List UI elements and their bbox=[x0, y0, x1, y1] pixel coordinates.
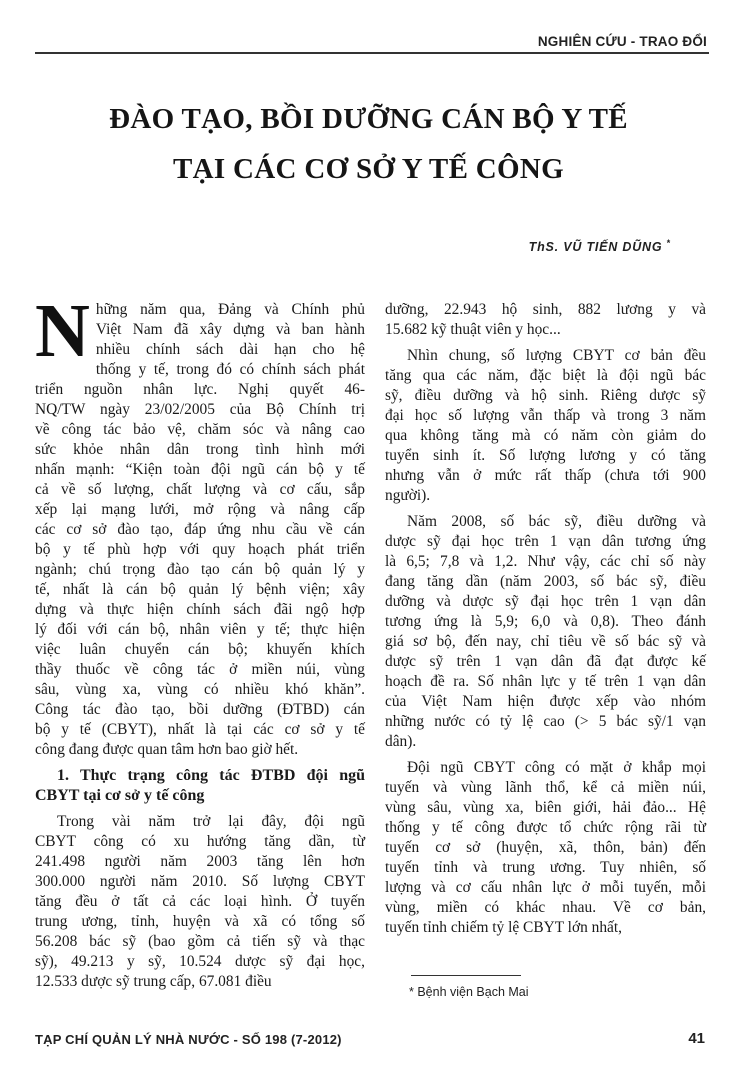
footnote-rule bbox=[411, 975, 521, 976]
text-line: Năm 2008, số bác sỹ, điều dưỡng và bbox=[407, 513, 706, 530]
text-line: 241.498 người năm 2003 tăng lên hơn bbox=[35, 853, 365, 870]
text-line: tăng đều ở tất cả các loại hình. Ở tuyến bbox=[35, 893, 365, 910]
paragraph bbox=[385, 512, 706, 752]
author-footnote-mark: * bbox=[666, 238, 671, 248]
text-line: vùng, miền có khác nhau. Về cơ bản, bbox=[385, 899, 706, 916]
text-line: tuyển sinh ít. Số lượng lương y có tăng bbox=[385, 447, 706, 464]
text-line: bộ y tế phù hợp với quy hoạch phát triển bbox=[35, 541, 365, 558]
text-line: dược sỹ đại học trên 1 vạn dân tương ứng bbox=[385, 533, 706, 550]
footnote: * Bệnh viện Bạch Mai bbox=[409, 985, 529, 999]
running-header-section: NGHIÊN CỨU - TRAO ĐỔI bbox=[537, 34, 707, 49]
text-line: Nhìn chung, số lượng CBYT cơ bản đều bbox=[407, 347, 706, 364]
text-line: Công tác đào tạo, bồi dưỡng (ĐTBD) cán bbox=[35, 701, 365, 718]
text-line: thống y tế, trong đó có chính sách phát bbox=[95, 361, 365, 378]
text-line: sức khỏe nhân dân trong tình hình mới bbox=[35, 441, 365, 458]
paragraph bbox=[385, 300, 706, 340]
text-line: dưỡng, 22.943 hộ sinh, 882 lương y và bbox=[385, 301, 706, 318]
left-column bbox=[35, 289, 365, 992]
text-line: công đang được quan tâm hơn bao giờ hết. bbox=[35, 741, 299, 758]
paragraph bbox=[385, 346, 706, 506]
text-line: nhiều chính sách dài hạn cho hệ bbox=[95, 341, 365, 358]
paragraph bbox=[35, 812, 365, 992]
journal-footer: TẠP CHÍ QUẢN LÝ NHÀ NƯỚC - SỐ 198 (7-2012) bbox=[35, 1032, 342, 1047]
right-column bbox=[385, 300, 706, 938]
text-line: ngành; chú trọng đào tạo cán bộ quản lý y bbox=[35, 561, 365, 578]
paragraph bbox=[35, 289, 365, 760]
text-line: sỹ), 49.213 y sỹ, 10.524 dược sỹ đại học, bbox=[35, 953, 365, 970]
article-title bbox=[0, 94, 737, 194]
text-line: dưỡng và dược sỹ đại học trên 1 vạn dân bbox=[385, 593, 706, 610]
text-line: cả về số lượng, chất lượng và cơ cấu, sắp bbox=[35, 481, 365, 498]
text-line: dựng và thực hiện chính sách đãi ngộ hợp bbox=[35, 601, 365, 618]
text-line: người). bbox=[385, 487, 431, 504]
paragraph bbox=[385, 758, 706, 938]
text-line: 300.000 người năm 2010. Số lượng CBYT bbox=[35, 873, 365, 890]
text-line: nhấn mạnh: “Kiện toàn đội ngũ cán bộ y tế bbox=[35, 461, 365, 478]
text-line: tuyến tỉnh và trung ương. Tuy nhiên, số bbox=[385, 859, 706, 876]
text-line: bộ y tế (CBYT), nhất là tại các cơ sở y tế bbox=[35, 721, 365, 738]
text-line: dân). bbox=[385, 733, 417, 750]
text-line: 56.208 bác sỹ (bao gồm cả tiến sỹ và thạc bbox=[35, 933, 365, 950]
header-rule bbox=[35, 52, 709, 54]
text-line: hững năm qua, Đảng và Chính phủ bbox=[95, 301, 365, 318]
text-line: triển nguồn nhân lực. Nghị quyết 46- bbox=[35, 381, 365, 398]
drop-cap: N bbox=[35, 289, 90, 373]
text-line: qua không tăng mà có năm còn giảm do bbox=[385, 427, 706, 444]
text-line: đại học số lượng vẫn thấp và trong 3 năm bbox=[385, 407, 706, 424]
text-line: Đội ngũ CBYT công có mặt ở khắp mọi bbox=[407, 759, 706, 776]
text-line: tương ứng là 5,9; 6,0 và 0,8). Theo đánh bbox=[385, 613, 706, 630]
text-line: lý đối với cán bộ, nhân viên y tế; thực hiện bbox=[35, 621, 365, 638]
text-line: thầy thuốc về công tác ở miền núi, vùng bbox=[35, 661, 365, 678]
text-line: những nước có tỷ lệ cao (> 5 bác sỹ/1 vạn bbox=[385, 713, 706, 730]
text-line: các cơ sở đào tạo, đáp ứng nhu cầu về cán bbox=[35, 521, 365, 538]
text-line: trung ương, tỉnh, huyện và xã có tổng số bbox=[35, 913, 365, 930]
section-heading bbox=[35, 766, 365, 806]
text-line: CBYT công có xu hướng tăng dần, từ bbox=[35, 833, 365, 850]
text-line: hoạch đề ra. Số nhân lực y tế trên 1 vạn dân bbox=[385, 673, 706, 690]
text-line: 15.682 kỹ thuật viên y học... bbox=[385, 321, 561, 338]
heading-line: CBYT tại cơ sở y tế công bbox=[35, 787, 205, 804]
author-byline bbox=[529, 238, 671, 254]
text-line: đang tăng dần (năm 2003, số bác sỹ, điều bbox=[385, 573, 706, 590]
text-line: nhưng vẫn ở mức rất thấp (chưa tới 900 bbox=[385, 467, 706, 484]
text-line: vùng sâu, vùng xa, biên giới, hải đảo... Hệ bbox=[385, 799, 706, 816]
text-line: thống y tế công được tổ chức rộng rãi từ bbox=[385, 819, 706, 836]
text-line: về công tác bảo vệ, chăm sóc và nâng cao bbox=[35, 421, 365, 438]
text-line: việc luân chuyển cán bộ; khuyến khích bbox=[35, 641, 365, 658]
text-line: dược sỹ trên 1 vạn dân đã đạt được kế bbox=[385, 653, 706, 670]
text-line: của Việt Nam hiện được xếp vào nhóm bbox=[385, 693, 706, 710]
text-line: tuyến tỉnh chiếm tỷ lệ CBYT lớn nhất, bbox=[385, 919, 622, 936]
text-line: tuyến và vùng lãnh thổ, kể cả miền núi, bbox=[385, 779, 706, 796]
heading-line: 1. Thực trạng công tác ĐTBD đội ngũ bbox=[57, 767, 365, 784]
text-line: sâu, vùng xa, vùng có nhiều khó khăn”. bbox=[35, 681, 365, 698]
title-line-2: TẠI CÁC CƠ SỞ Y TẾ CÔNG bbox=[173, 153, 564, 185]
page-number: 41 bbox=[688, 1030, 705, 1047]
text-line: là 6,5; 7,8 và 1,2. Như vậy, các chỉ số này bbox=[385, 553, 706, 570]
text-line: lượng và cơ cấu nhân lực ở mỗi tuyến, mỗi bbox=[385, 879, 706, 896]
text-line: tăng qua các năm, đặc biệt là đội ngũ bác bbox=[385, 367, 706, 384]
text-line: 12.533 dược sỹ trung cấp, 67.081 điều bbox=[35, 973, 272, 990]
text-line: xếp lại mạng lưới, mở rộng và nâng cấp bbox=[35, 501, 365, 518]
text-line: NQ/TW ngày 23/02/2005 của Bộ Chính trị bbox=[35, 401, 365, 418]
text-line: sỹ, điều dưỡng và hộ sinh. Riêng dược sỹ bbox=[385, 387, 706, 404]
text-line: tuyến cơ sở (huyện, xã, thôn, bản) đến bbox=[385, 839, 706, 856]
title-line-1: ĐÀO TẠO, BỒI DƯỠNG CÁN BỘ Y TẾ bbox=[109, 103, 628, 135]
text-line: Việt Nam đã xây dựng và ban hành bbox=[95, 321, 365, 338]
text-line: tế, nhất là cán bộ quản lý bệnh viện; xây bbox=[35, 581, 365, 598]
text-line: giá sơ bộ, đến nay, chỉ tiêu về số bác sỹ và bbox=[385, 633, 706, 650]
author-name: ThS. VŨ TIẾN DŨNG bbox=[528, 240, 663, 255]
text-line: Trong vài năm trở lại đây, đội ngũ bbox=[57, 813, 365, 830]
